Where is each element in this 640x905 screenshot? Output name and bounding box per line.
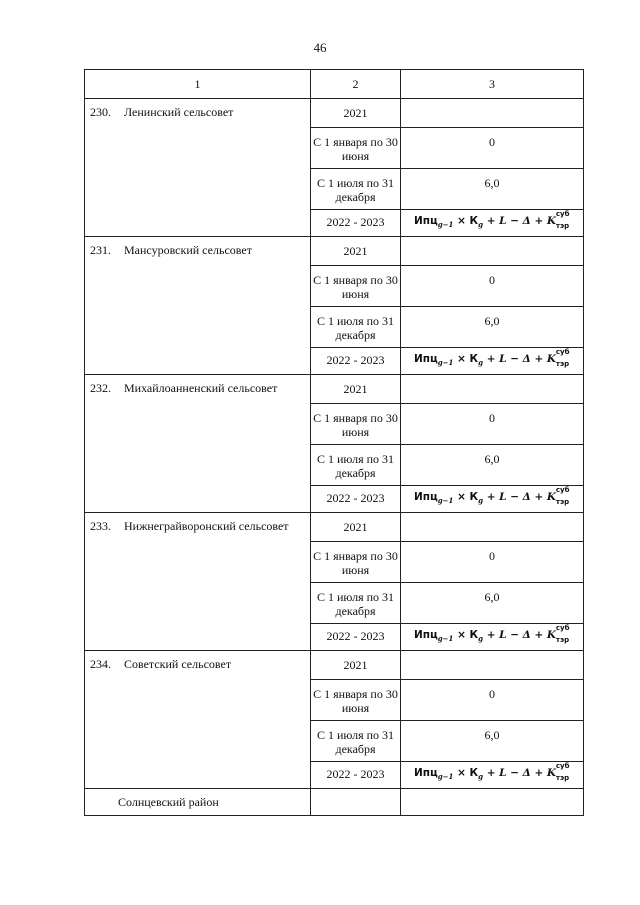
formula-cell [401,486,584,513]
formula [401,347,583,369]
formula-k: К [469,628,479,641]
first-half-label: С 1 января по 30 июня [313,549,398,577]
table-row [85,651,584,680]
year-value-cell [401,651,584,680]
formula-cell [401,210,584,237]
period-cell [311,348,401,375]
first-half-label: С 1 января по 30 июня [313,273,398,301]
formula-times: × [457,214,466,227]
formula-cell [401,348,584,375]
period-cell [311,404,401,445]
first-half-value: 0 [489,687,495,701]
formula-times: × [457,628,466,641]
year-cell [311,375,401,404]
period-cell [311,680,401,721]
municipality-cell [85,237,311,375]
formula-times: × [457,490,466,503]
year-cell [311,99,401,128]
formula [401,209,583,231]
range-label: 2022 - 2023 [326,353,385,367]
table-row [85,99,584,128]
district-cell [85,789,311,816]
formula-k2: K [546,214,557,227]
second-half-value: 6,0 [484,314,500,328]
row-number: 233. [90,519,111,533]
year-label: 2021 [343,382,368,396]
formula-k2-sub: тэр [555,221,570,230]
period-cell [311,583,401,624]
formula-cell [401,624,584,651]
formula-k: К [469,766,479,779]
year-cell [311,237,401,266]
municipality-name: Михайлоанненский сельсовет [124,381,278,395]
period-cell [311,266,401,307]
second-half-label: С 1 июля по 31 декабря [316,176,395,204]
municipality-cell [85,651,311,789]
formula-times: × [457,766,466,779]
formula-k2-sup: суб [555,485,570,494]
value-cell [401,307,584,348]
empty-cell [311,789,401,816]
range-label: 2022 - 2023 [326,215,385,229]
formula-k: К [469,490,479,503]
municipality-name: Советский сельсовет [124,657,232,671]
row-number: 231. [90,243,111,257]
municipality-cell [85,99,311,237]
table-header-row [85,70,584,99]
first-half-value: 0 [489,273,495,287]
value-cell [401,721,584,762]
formula-k-sub: g [478,772,484,782]
formula-base: Ипц [413,628,438,641]
range-label: 2022 - 2023 [326,491,385,505]
value-cell [401,445,584,486]
range-label: 2022 - 2023 [326,767,385,781]
second-half-label: С 1 июля по 31 декабря [316,728,395,756]
row-number: 234. [90,657,111,671]
header-col-2: 2 [311,70,401,99]
year-label: 2021 [343,520,368,534]
period-cell [311,210,401,237]
formula-k2: K [546,766,557,779]
year-cell [311,651,401,680]
period-cell [311,128,401,169]
year-value-cell [401,237,584,266]
formula-k-sub: g [478,634,484,644]
table-row [85,375,584,404]
first-half-label: С 1 января по 30 июня [313,411,398,439]
formula-times: × [457,352,466,365]
year-value-cell [401,375,584,404]
first-half-label: С 1 января по 30 июня [313,135,398,163]
formula [401,485,583,507]
period-cell [311,486,401,513]
value-cell [401,680,584,721]
second-half-label: С 1 июля по 31 декабря [316,452,395,480]
formula-base-sub: g−1 [437,220,454,230]
table-row [85,237,584,266]
formula-rest: + L − Δ + [486,766,544,779]
formula [401,761,583,783]
formula-base: Ипц [413,490,438,503]
second-half-value: 6,0 [484,176,500,190]
second-half-label: С 1 июля по 31 декабря [316,314,395,342]
row-number: 232. [90,381,111,395]
formula-k2-sup: суб [555,209,570,218]
formula-k2-sup: суб [555,761,570,770]
value-cell [401,128,584,169]
formula-base-sub: g−1 [437,634,454,644]
formula-k-sub: g [478,220,484,230]
value-cell [401,583,584,624]
formula-base: Ипц [413,214,438,227]
range-label: 2022 - 2023 [326,629,385,643]
period-cell [311,762,401,789]
table-row [85,789,584,816]
formula-k2-sub: тэр [555,497,570,506]
year-label: 2021 [343,106,368,120]
formula-k2: K [546,352,557,365]
formula-k2-sup: суб [555,347,570,356]
formula-k: К [469,214,479,227]
municipality-name: Нижнеграйворонский сельсовет [124,519,289,533]
year-label: 2021 [343,658,368,672]
formula-k2: K [546,490,557,503]
formula-k2-sub: тэр [555,635,570,644]
period-cell [311,307,401,348]
header-col-1: 1 [85,70,311,99]
tariff-table [84,69,584,816]
municipality-cell [85,375,311,513]
formula-base: Ипц [413,766,438,779]
formula-base-sub: g−1 [437,496,454,506]
formula-k-sub: g [478,496,484,506]
formula-k2-sub: тэр [555,359,570,368]
municipality-cell [85,513,311,651]
page-number: 46 [313,40,327,55]
second-half-label: С 1 июля по 31 декабря [316,590,395,618]
formula-rest: + L − Δ + [486,352,544,365]
formula-k: К [469,352,479,365]
period-cell [311,169,401,210]
municipality-name: Мансуровский сельсовет [124,243,252,257]
year-value-cell [401,99,584,128]
header-col-3: 3 [401,70,584,99]
first-half-label: С 1 января по 30 июня [313,687,398,715]
value-cell [401,404,584,445]
year-value-cell [401,513,584,542]
formula-k2-sub: тэр [555,773,570,782]
year-cell [311,513,401,542]
second-half-value: 6,0 [484,728,500,742]
formula-base: Ипц [413,352,438,365]
municipality-name: Ленинский сельсовет [124,105,234,119]
first-half-value: 0 [489,135,495,149]
formula-rest: + L − Δ + [486,628,544,641]
formula-rest: + L − Δ + [486,490,544,503]
year-label: 2021 [343,244,368,258]
formula-base-sub: g−1 [437,358,454,368]
row-number: 230. [90,105,111,119]
period-cell [311,721,401,762]
formula-k-sub: g [478,358,484,368]
formula-base-sub: g−1 [437,772,454,782]
formula-k2: K [546,628,557,641]
formula-k2-sup: суб [555,623,570,632]
first-half-value: 0 [489,549,495,563]
period-cell [311,445,401,486]
empty-cell [401,789,584,816]
district-name: Солнцевский район [118,795,219,809]
period-cell [311,542,401,583]
second-half-value: 6,0 [484,452,500,466]
value-cell [401,266,584,307]
first-half-value: 0 [489,411,495,425]
period-cell [311,624,401,651]
formula-cell [401,762,584,789]
table-row [85,513,584,542]
formula [401,623,583,645]
value-cell [401,542,584,583]
formula-rest: + L − Δ + [486,214,544,227]
second-half-value: 6,0 [484,590,500,604]
value-cell [401,169,584,210]
